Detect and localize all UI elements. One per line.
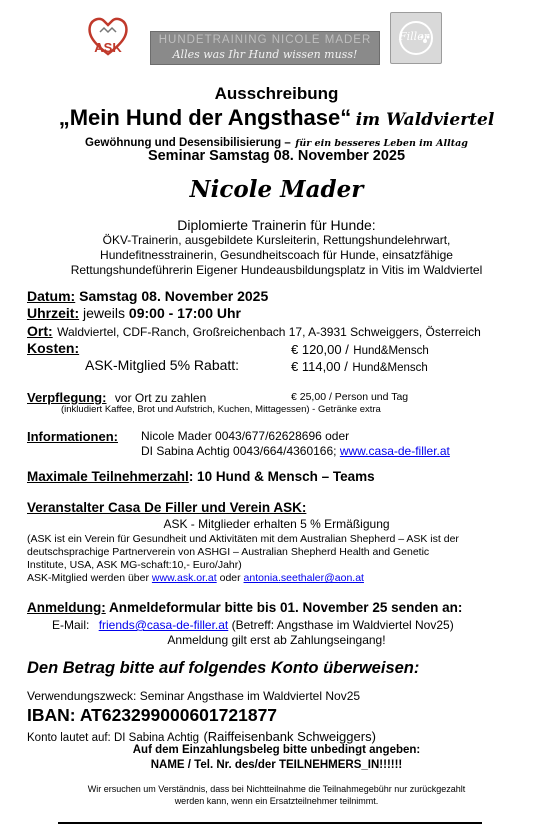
footer-note-2: werden kann, wenn ein Ersatzteilnehmer teilnimmt. xyxy=(174,796,379,806)
ask-price-value: € 114,00 / xyxy=(291,359,348,374)
seminar-date-line: Seminar Samstag 08. November 2025 xyxy=(147,148,406,164)
payment-note-2: NAME / Tel. Nr. des/der TEILNEHMERS_IN!!!!!! xyxy=(150,759,403,771)
account-bank: (Raiffeisenbank Schweiggers) xyxy=(203,729,376,744)
ask-website-link[interactable]: www.ask.or.at xyxy=(151,572,217,584)
trainer-name: Nicole Mader xyxy=(189,176,364,203)
registration-label: Anmeldung: xyxy=(27,600,106,615)
info-label: Informationen: xyxy=(27,429,118,444)
email-label: E-Mail: xyxy=(52,618,90,632)
ask-logo-text: ASK xyxy=(94,40,122,55)
max-participants xyxy=(27,469,375,484)
title-main: „Mein Hund der Angsthase“ xyxy=(58,105,352,130)
subtitle-script: für ein besseres Leben im Alltag xyxy=(295,138,468,149)
organizer-join-text: ASK-Mitglied werden über xyxy=(27,572,149,584)
payment-heading: Den Betrag bitte auf folgendes Konto überweisen: xyxy=(27,659,420,677)
ort-value: Waldviertel, CDF-Ranch, Großreichenbach 17, A-3931 Schweiggers, Österreich xyxy=(57,325,481,339)
datum-value: Samstag 08. November 2025 xyxy=(79,288,269,304)
registration-text: Anmeldeformular bitte bis 01. November 25 senden an: xyxy=(109,600,463,615)
registration-row xyxy=(27,600,462,615)
ask-email-link[interactable]: antonia.seethaler@aon.at xyxy=(243,572,364,584)
organizer-or-text: oder xyxy=(219,572,241,584)
payment-iban: IBAN: AT623299000601721877 xyxy=(27,705,278,725)
uhrzeit-row xyxy=(27,305,241,321)
ask-discount-label: ASK-Mitglied 5% Rabatt: xyxy=(85,357,240,373)
document-kicker: Ausschreibung xyxy=(214,84,339,103)
payment-purpose: Verwendungszweck: Seminar Angsthase im Waldviertel Nov25 xyxy=(27,689,361,703)
info-contact-2 xyxy=(141,444,450,458)
document-title xyxy=(0,105,553,131)
footer-rule xyxy=(58,822,482,824)
datum-row xyxy=(27,288,268,304)
verpflegung-note: (inkludiert Kaffee, Brot und Aufstrich, Kuchen, Mittagessen) - Getränke extra xyxy=(61,404,381,415)
uhrzeit-value: 09:00 - 17:00 Uhr xyxy=(128,305,241,321)
organizer-heading: Veranstalter Casa De Filler und Verein ASK: xyxy=(27,500,307,515)
trainer-line-1: ÖKV-Trainerin, ausgebildete Kursleiterin, Rettungshundelehrwart, xyxy=(102,233,451,247)
casa-de-filler-logo xyxy=(390,12,442,64)
verpflegung-value: vor Ort zu zahlen xyxy=(114,391,207,405)
kosten-label-text: Kosten: xyxy=(27,340,80,356)
footer-note-1: Wir ersuchen um Verständnis, dass bei Nichtteilnahme die Teilnahmegebühr nur zurückgezahlt xyxy=(87,784,466,794)
info-contact-2-text: DI Sabina Achtig 0043/664/4360166; xyxy=(141,444,337,458)
organizer-text-4 xyxy=(27,572,364,584)
verpflegung-label: Verpflegung: xyxy=(27,390,107,405)
registration-email-row xyxy=(52,618,454,632)
kosten-price xyxy=(291,341,429,359)
ask-logo xyxy=(82,10,134,62)
payment-note-1: Auf dem Einzahlungsbeleg bitte unbedingt angeben: xyxy=(132,744,421,756)
organizer-text-2: deutschsprachige Partnerverein von ASHGI – Australian Shepherd Health and Genetic xyxy=(27,546,430,558)
ask-discount-price xyxy=(291,358,428,376)
verpflegung-price: € 25,00 / Person und Tag xyxy=(291,391,409,403)
registration-email-link[interactable]: friends@casa-de-filler.at xyxy=(98,618,229,632)
casa-logo-text: Filler xyxy=(399,30,429,43)
email-subject: (Betreff: Angsthase im Waldviertel Nov25) xyxy=(231,618,454,632)
organizer-discount: ASK - Mitglieder erhalten 5 % Ermäßigung xyxy=(163,517,390,531)
datum-label: Datum: xyxy=(27,288,76,304)
info-contact-1: Nicole Mader 0043/677/62628696 oder xyxy=(141,429,350,443)
kosten-label xyxy=(27,340,79,356)
banner-title: HUNDETRAINING NICOLE MADER xyxy=(158,34,372,46)
banner-slogan: Alles was Ihr Hund wissen muss! xyxy=(172,48,358,61)
uhrzeit-label: Uhrzeit: xyxy=(27,305,80,321)
info-row-1 xyxy=(27,428,118,446)
subtitle-plain: Gewöhnung und Desensibilisierung – xyxy=(85,137,291,149)
account-holder: Konto lautet auf: DI Sabina Achtig xyxy=(27,732,199,744)
trainer-title: Diplomierte Trainerin für Hunde: xyxy=(177,217,376,233)
organizer-text-1: (ASK ist ein Verein für Gesundheit und Aktivitäten mit dem Australian Shepherd – ASK ist der xyxy=(27,533,459,545)
organizer-text-3: Institute, USA, ASK MG-schaft:10,- Euro/Jahr) xyxy=(27,559,242,571)
uhrzeit-pre: jeweils xyxy=(83,305,126,321)
ort-label: Ort: xyxy=(27,323,53,339)
ort-row xyxy=(27,323,481,341)
title-suffix: im Waldviertel xyxy=(355,110,495,130)
registration-valid-note: Anmeldung gilt erst ab Zahlungseingang! xyxy=(167,633,386,647)
hundetraining-banner xyxy=(150,31,380,65)
kosten-price-value: € 120,00 / xyxy=(291,342,349,357)
max-value: : 10 Hund & Mensch – Teams xyxy=(188,469,375,484)
max-label: Maximale Teilnehmerzahl xyxy=(27,469,189,484)
trainer-line-3: Rettungshundeführerin Eigener Hundeausbildungsplatz in Vitis im Waldviertel xyxy=(70,263,483,277)
ask-price-unit: Hund&Mensch xyxy=(352,362,428,374)
kosten-price-unit: Hund&Mensch xyxy=(353,345,429,357)
trainer-line-2: Hundefitnesstrainerin, Gesundheitscoach für Hunde, einsatzfähige xyxy=(100,248,453,262)
casa-website-link[interactable]: www.casa-de-filler.at xyxy=(339,444,450,458)
